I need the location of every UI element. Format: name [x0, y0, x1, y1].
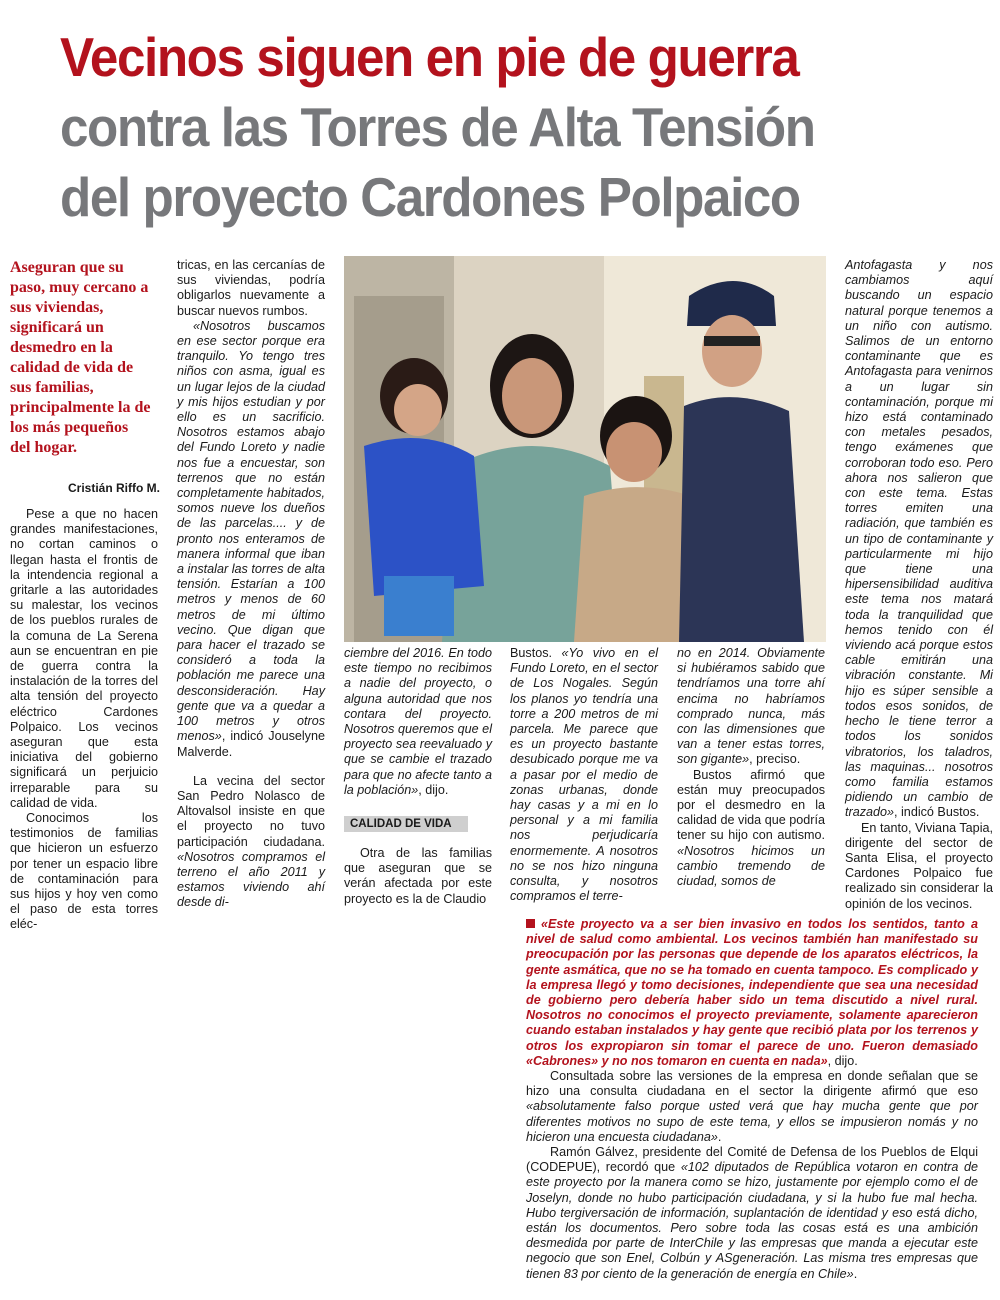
- column-3-continued: [344, 846, 492, 907]
- paragraph: Bustos afirmó que están muy preocupados por el desmedro en la calidad de vida que podría tener su hijo con autismo. «Nosotros hicimos un cambio tremendo de ciudad, somos de: [677, 767, 825, 889]
- paragraph: En tanto, Viviana Tapia, dirigente del sector de Santa Elisa, el proyecto Cardones Polpaico fue realizado sin considerar la opinión de los vecinos.: [845, 820, 993, 911]
- column-6: [845, 258, 993, 912]
- paragraph: tricas, en las cercanías de sus viviendas, podría obligarlos nuevamente a buscar nuevos rumbos.: [177, 258, 325, 318]
- column-4: [510, 646, 658, 904]
- column-5: [677, 646, 825, 889]
- bottom-quote-block: [526, 917, 978, 1282]
- headline: [60, 22, 925, 232]
- square-bullet-icon: [526, 919, 535, 928]
- paragraph: «Nosotros buscamos en ese sector porque era tranquilo. Yo tengo tres niños con asma, igual es un lugar lejos de la ciudad y mis hijos estudian y por ello es un sacrificio. Nosotros estamos abajo del Fundo Loreto y nadie nos fue a encuestar, son terrenos que no están completamente habitados, somos nueve los dueños de las parcelas.... y de pronto nos enteramos de manera informal que iban a instalar las torres de alta tensión. Estarían a 100 metros y menos de 60 metros de mi último vecino. Que digan que para hacer el trazado se consideró a toda la población me parece una desconsideración. Hay gente que va a quedar a 100 metros y otros menos», indicó Jouselyne Malverde.: [177, 318, 325, 759]
- column-3: [344, 646, 492, 798]
- headline-line-3: del proyecto Cardones Polpaico: [60, 166, 800, 228]
- section-subhead: CALIDAD DE VIDA: [344, 816, 468, 832]
- family-photo: [344, 256, 826, 642]
- headline-line-2: contra las Torres de Alta Tensión: [60, 96, 815, 158]
- paragraph: Ramón Gálvez, presidente del Comité de Defensa de los Pueblos de Elqui (CODEPUE), recordó que «102 diputados de República votaron en contra de este proyecto por la manera como se hizo, justamente por ejemplo como el de Joselyn, donde no hubo participación ciudadana, y si la hubo fue mal hecha. Hubo tergiversación de información, suplantación de identidad y eso está dicho, están los documentos. Pero sobre toda las cosas está es una ambición desmedida por parte de InterChile y las empresas que manda a ejecutar este negocio que son Enel, Colbún y ASgeneración. Las misma tres empresas que tienen 83 por ciento de la generación de energía en Chile».: [526, 1145, 978, 1281]
- paragraph: ciembre del 2016. En todo este tiempo no recibimos a nadie del proyecto, o alguna autoridad que nos contara del proyecto. Nosotros queremos que el proyecto sea reevaluado y que se cambie el trazado para que no afecte tanto a la población», dijo.: [344, 646, 492, 797]
- paragraph: Consultada sobre las versiones de la empresa en donde señalan que se hizo una consulta ciudadana en el sector la dirigente afirmó que eso «absolutamente falso porque usted verá que hay mucha gente que por diferentes motivos no supo de este tema, y ellos se impusieron nomás y no hicieron una encuesta ciudadana».: [526, 1069, 978, 1144]
- byline: Cristián Riffo M.: [68, 481, 160, 495]
- paragraph: no en 2014. Obviamente si hubiéramos sabido que tendríamos una torre ahí encima no habríamos comprado nunca, más con las dimensiones que van a tener estas torres, son gigante», preciso.: [677, 646, 825, 767]
- paragraph: Bustos. «Yo vivo en el Fundo Loreto, en el sector de Los Nogales. Según los planos yo tendría una torre a 200 metros de mi parcela. Me parece que es un proyecto bastante desubicado porque me va a pasar por el medio de zonas urbanas, donde hay casas y a mi en lo personal y a mi familia nos perjudicaría enormemente. A nosotros no se nos hizo ninguna consulta, y nosotros compramos el terre-: [510, 646, 659, 904]
- paragraph: Pese a que no hacen grandes manifestaciones, no cortan caminos o llegan hasta el frontis de la intendencia regional a gritarle a las autoridades su malestar, los vecinos de los pueblos rurales de la comuna de La Serena aun se encuentran en pie de guerra contra la instalación de la torres del alta tensión del proyecto eléctrico Cardones Polpaico. Los vecinos aseguran que esta iniciativa del gobierno significará un perjuicio irreparable para su calidad de vida.: [10, 507, 158, 810]
- headline-line-1: Vecinos siguen en pie de guerra: [60, 26, 799, 88]
- lede: Aseguran que su paso, muy cercano a sus viviendas, significará un desmedro en la calidad de vida de sus familias, principalmente la de los más pequeños del hogar.: [10, 259, 151, 456]
- column-1: [10, 507, 158, 933]
- family-photo-illustration: [344, 256, 826, 642]
- paragraph: Antofagasta y nos cambiamos aquí buscando un espacio natural porque tenemos a un niño con autismo. Salimos de un entorno contaminante que es Antofagasta para venirnos a un lugar sin contaminación, porque mi hizo está contaminado con metales pesados, tengo exámenes que corroboran todo eso. Pero ahora nos salieron que con este tema. Estas torres emiten una radiación, que también es un tipo de contaminante y particularmente mi hijo que tiene una hipersensibilidad auditiva este tema nos matará toda la tranquilidad que hemos tenido con él viviendo acá porque estos cable emitirán una vibración constante. Mi hijo es súper sensible a todos esos sonidos, de hecho le tiene terror a todos los sonidos vibratorios, los taladros, las maquinas... nosotros como familia estamos pidiendo un cambio de trazado», indicó Bustos.: [845, 258, 993, 820]
- column-2: [177, 258, 325, 911]
- highlight-quote: «Este proyecto va a ser bien invasivo en todos los sentidos, tanto a nivel de salud como ambiental. Los vecinos también han manifestado su preocupación por las personas que depende de los aparatos eléctricos, la gente asmática, que no se ha tomado en cuenta tampoco. Es complicado y la empresa llegó y tomo decisiones, independiente que sea una necesidad de gobierno pero debería haber sido un tema discutido a nivel rural. Nosotros no conocimos el proyecto previamente, solamente aparecieron cuando estaban instalados y hay gente que recibió plata por los terrenos y otros los expropiaron sin tomar el parece de uno. Fueron demasiado «Cabrones» y no nos tomaron en cuenta en nada», dijo.: [526, 917, 978, 1068]
- paragraph: Conocimos los testimonios de familias que hicieron un esfuerzo por tener un espacio libre de contaminación para sus hijos y hoy ven como el paso de esta torres eléc-: [10, 811, 158, 932]
- paragraph: Otra de las familias que aseguran que se verán afectada por este proyecto es la de Claudio: [344, 846, 492, 906]
- paragraph: La vecina del sector San Pedro Nolasco de Altovalsol insiste en que el proyecto no tuvo participación ciudadana. «Nosotros compramos el terreno el año 2011 y estamos viviendo ahí desde di-: [177, 773, 325, 910]
